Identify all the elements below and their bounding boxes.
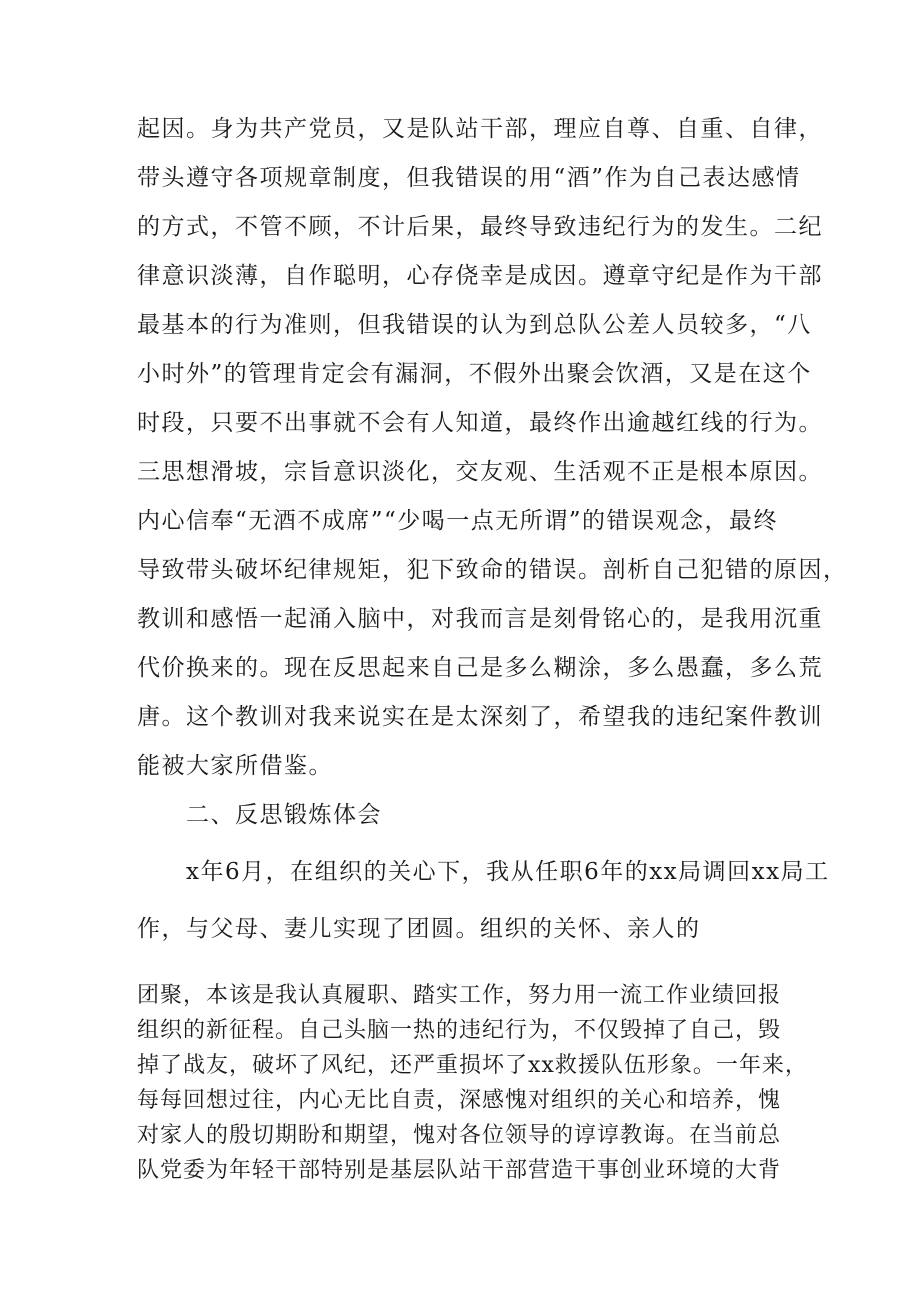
body-text-line: 队党委为年轻干部特别是基层队站干部营造干事创业环境的大背 <box>137 1158 782 1183</box>
body-text-line: 律意识淡薄，自作聪明，心存侥幸是成因。遵章守纪是作为干部 <box>137 263 823 289</box>
section-heading: 二、反思锻炼体会 <box>186 802 382 828</box>
body-text-line: x年6月，在组织的关心下，我从任职6年的xx局调回xx局工 <box>186 859 830 885</box>
body-text-line: 内心信奉“无酒不成席”“少喝一点无所谓”的错误观念，最终 <box>137 508 779 534</box>
body-text-line: 小时外”的管理肯定会有漏洞，不假外出聚会饮酒，又是在这个 <box>137 361 812 387</box>
body-text-line: 唐。这个教训对我来说实在是太深刻了，希望我的违纪案件教训 <box>137 704 823 730</box>
body-text-line: 对家人的殷切期盼和期望，愧对各位领导的谆谆教诲。在当前总 <box>137 1123 782 1148</box>
body-text-line: 能被大家所借鉴。 <box>137 753 333 779</box>
body-text-line: 三思想滑坡，宗旨意识淡化，交友观、生活观不正是根本原因。 <box>137 459 823 485</box>
body-text-line: 作，与父母、妻儿实现了团圆。组织的关怀、亲人的 <box>137 916 701 942</box>
body-text-line: 的方式，不管不顾，不计后果，最终导致违纪行为的发生。二纪 <box>137 214 823 240</box>
body-text-line: 代价换来的。现在反思起来自己是多么糊涂，多么愚蠢，多么荒 <box>137 655 823 681</box>
body-text-line: 导致带头破坏纪律规矩，犯下致命的错误。剖析自己犯错的原因， <box>137 557 848 583</box>
body-text-line: 掉了战友，破坏了风纪，还严重损坏了xx救援队伍形象。一年来， <box>137 1053 808 1078</box>
body-text-line: 团聚，本该是我认真履职、踏实工作，努力用一流工作业绩回报 <box>137 983 782 1008</box>
body-text-line: 时段，只要不出事就不会有人知道，最终作出逾越红线的行为。 <box>137 410 823 436</box>
body-text-line: 组织的新征程。自己头脑一热的违纪行为，不仅毁掉了自己，毁 <box>137 1018 782 1043</box>
body-text-line: 最基本的行为准则，但我错误的认为到总队公差人员较多，“八 <box>137 312 812 338</box>
body-text-line: 教训和感悟一起涌入脑中，对我而言是刻骨铭心的，是我用沉重 <box>137 606 823 632</box>
body-text-line: 带头遵守各项规章制度，但我错误的用“酒”作为自己表达感情 <box>137 165 801 191</box>
body-text-line: 起因。身为共产党员，又是队站干部，理应自尊、自重、自律， <box>137 116 823 142</box>
body-text-line: 每每回想过往，内心无比自责，深感愧对组织的关心和培养，愧 <box>137 1088 782 1113</box>
